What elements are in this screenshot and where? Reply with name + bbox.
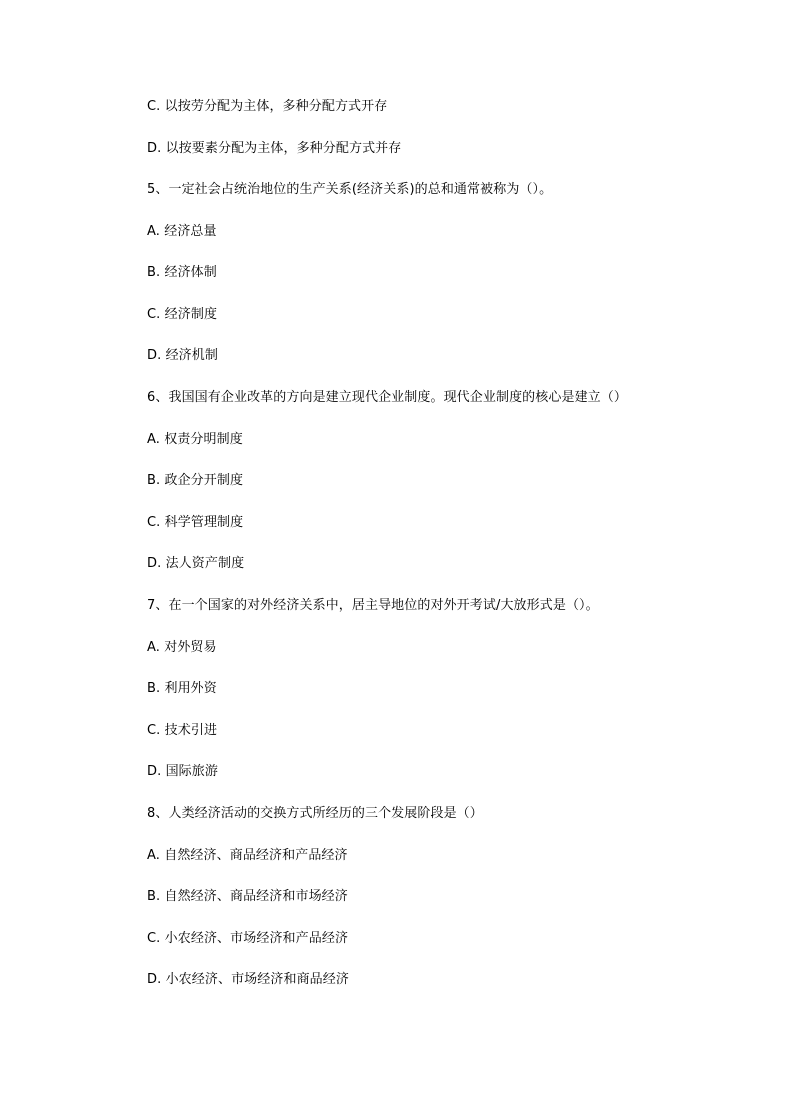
option-d-q6: D. 法人资产制度 — [147, 556, 245, 571]
question-6: 6、我国国有企业改革的方向是建立现代企业制度。现代企业制度的核心是建立（） — [147, 390, 627, 405]
option-c-q8: C. 小农经济、市场经济和产品经济 — [147, 931, 349, 946]
option-a-q8: A. 自然经济、商品经济和产品经济 — [147, 848, 348, 863]
option-c-q7: C. 技术引进 — [147, 723, 218, 738]
option-d-q7: D. 国际旅游 — [147, 764, 218, 779]
question-5: 5、一定社会占统治地位的生产关系(经济关系)的总和通常被称为（）。 — [147, 182, 553, 197]
option-c-q5: C. 经济制度 — [147, 307, 218, 322]
option-b-q5: B. 经济体制 — [147, 265, 217, 280]
question-8: 8、人类经济活动的交换方式所经历的三个发展阶段是（） — [147, 806, 483, 821]
option-b-q8: B. 自然经济、商品经济和市场经济 — [147, 889, 348, 904]
option-d-q8: D. 小农经济、市场经济和商品经济 — [147, 972, 349, 987]
option-c-q4: C. 以按劳分配为主体，多种分配方式开存 — [147, 99, 388, 114]
question-7: 7、在一个国家的对外经济关系中，居主导地位的对外开考试/大放形式是（）。 — [147, 598, 599, 613]
option-b-q7: B. 利用外资 — [147, 681, 217, 696]
option-c-q6: C. 科学管理制度 — [147, 515, 244, 530]
option-b-q6: B. 政企分开制度 — [147, 473, 244, 488]
option-d-q5: D. 经济机制 — [147, 348, 218, 363]
option-d-q4: D. 以按要素分配为主体，多种分配方式并存 — [147, 141, 402, 156]
option-a-q7: A. 对外贸易 — [147, 640, 217, 655]
option-a-q5: A. 经济总量 — [147, 224, 217, 239]
option-a-q6: A. 权责分明制度 — [147, 432, 243, 447]
